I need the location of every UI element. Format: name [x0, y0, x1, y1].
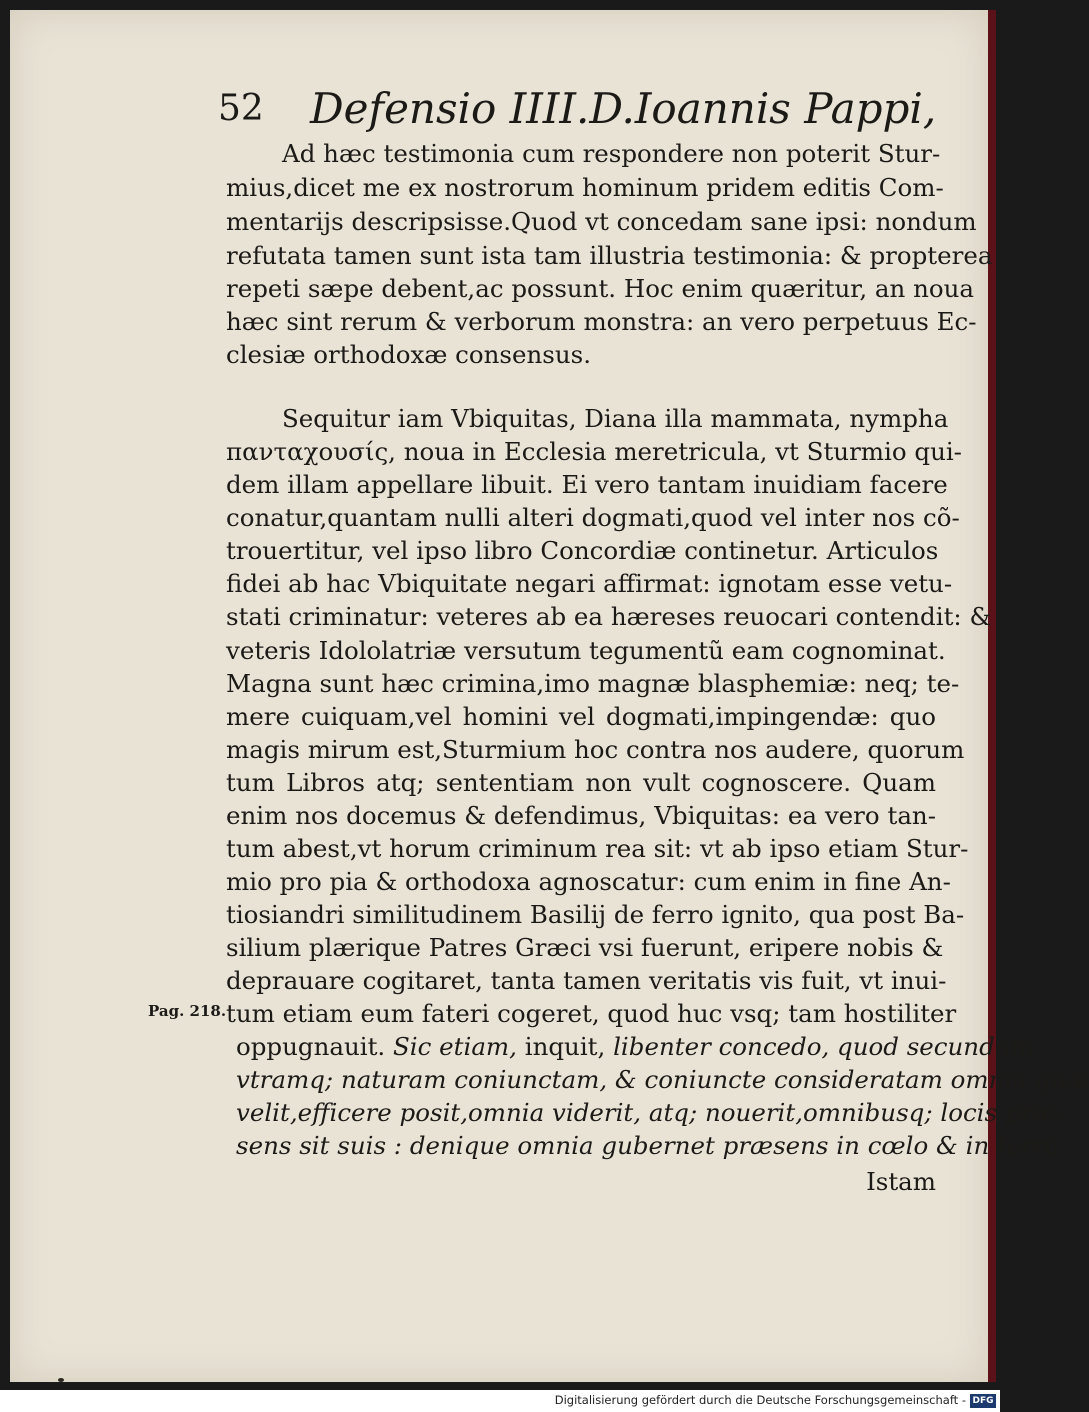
- quote-intro-italic: Sic etiam,: [393, 1032, 517, 1061]
- text-line: stati criminatur: veteres ab ea hæreses reuocari contendit: &: [226, 602, 992, 631]
- quote-intro-line: [236, 1031, 1034, 1063]
- text-line: mentarijs descripsisse.Quod vt concedam sane ipsi: nondum: [226, 207, 977, 236]
- funding-notice: Digitalisierung gefördert durch die Deutsche Forschungsgemeinschaft -: [554, 1393, 966, 1407]
- text-line: dem illam appellare libuit. Ei vero tantam inuidiam facere: [226, 470, 948, 499]
- text-line: veteris Idololatriæ versutum tegumentũ eam cognominat.: [226, 636, 946, 665]
- text-line: deprauare cogitaret, tanta tamen veritatis vis fuit, vt inui-: [226, 966, 947, 995]
- text-line: repeti sæpe debent,ac possunt. Hoc enim quæritur, an noua: [226, 274, 974, 303]
- text-line: hæc sint rerum & verborum monstra: an vero perpetuus Ec-: [226, 307, 977, 336]
- text-line: silium plærique Patres Græci vsi fuerunt, eripere nobis &: [226, 933, 944, 962]
- text-line: tiosiandri similitudinem Basilij de ferro ignito, qua post Ba-: [226, 900, 965, 929]
- page-number: 52: [218, 88, 264, 129]
- text-line: mio pro pia & orthodoxa agnoscatur: cum enim in fine An-: [226, 867, 951, 896]
- ink-speck: [58, 1378, 64, 1382]
- text-line: Magna sunt hæc crimina,imo magnæ blasphemiæ: neq; te-: [226, 669, 960, 698]
- text-line: refutata tamen sunt ista tam illustria testimonia: & propterea: [226, 241, 993, 270]
- dfg-logo-icon: DFG: [970, 1394, 996, 1408]
- text-line: tum abest,vt horum criminum rea sit: vt ab ipso etiam Stur-: [226, 834, 969, 863]
- running-title: Defensio IIII.D.Ioannis Pappi,: [310, 84, 937, 133]
- text-line: conatur,quantam nulli alteri dogmati,quod vel inter nos cõ-: [226, 503, 960, 532]
- text-line: tum etiam eum fateri cogeret, quod huc vsq; tam hostiliter: [226, 999, 957, 1028]
- text-line: tum Libros atq; sententiam non vult cognoscere. Quam: [226, 768, 936, 797]
- text-line: mere cuiquam,vel homini vel dogmati,impingendæ: quo: [226, 702, 936, 731]
- text-line: fidei ab hac Vbiquitate negari affirmat: ignotam esse vetu-: [226, 569, 953, 598]
- margin-note: Pag. 218.: [148, 1002, 227, 1020]
- quote-line: velit,efficere posit,omnia viderit, atq; nouerit,omnibusq; locis præ-: [236, 1098, 1064, 1127]
- quote-intro: oppugnauit.: [236, 1032, 386, 1061]
- text-line: trouertitur, vel ipso libro Concordiæ continetur. Articulos: [226, 536, 939, 565]
- text-line: enim nos docemus & defendimus, Vbiquitas: ea vero tan-: [226, 801, 936, 830]
- text-line: mius,dicet me ex nostrorum hominum pridem editis Com-: [226, 173, 944, 202]
- text-line: Ad hæc testimonia cum respondere non poterit Stur-: [282, 139, 941, 168]
- quote-line: vtramq; naturam coniunctam, & coniuncte consideratam omnia quæ: [236, 1065, 1089, 1094]
- quote-text: libenter concedo, quod secundum: [613, 1032, 1034, 1061]
- text-line: clesiæ orthodoxæ consensus.: [226, 340, 591, 369]
- catchword: Istam: [866, 1167, 936, 1196]
- quote-line: sens sit suis : denique omnia gubernet præsens in cœlo & in terra.: [236, 1131, 1068, 1160]
- text-line: magis mirum est,Sturmium hoc contra nos audere, quorum: [226, 735, 965, 764]
- text-line: Sequitur iam Vbiquitas, Diana illa mammata, nympha: [282, 404, 949, 433]
- text-line: πανταχουσίς, noua in Ecclesia meretricula, vt Sturmio qui-: [226, 437, 962, 466]
- quote-inquit: inquit,: [524, 1032, 606, 1061]
